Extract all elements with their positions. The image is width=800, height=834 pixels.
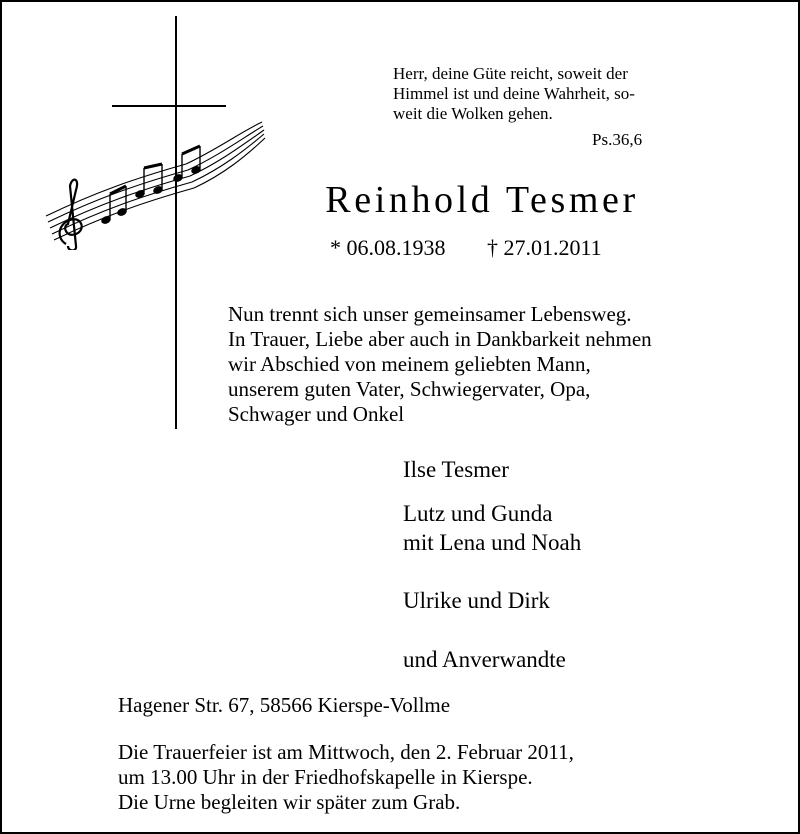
psalm-line: weit die Wolken gehen.: [393, 104, 553, 123]
cross-icon-horizontal-bar: [112, 105, 226, 107]
ceremony-line: um 13.00 Uhr in der Friedhofskapelle in Kierspe.: [118, 765, 533, 789]
treble-clef-notes-icon: [36, 120, 266, 250]
psalm-line: Herr, deine Güte reicht, soweit der: [393, 64, 628, 83]
ceremony-line: Die Trauerfeier ist am Mittwoch, den 2. Februar 2011,: [118, 740, 574, 764]
mourner-name: Lutz und Gunda: [403, 501, 553, 526]
mourner-name: Ulrike und Dirk: [403, 588, 550, 613]
birth-date: * 06.08.1938: [330, 235, 446, 260]
family-address: Hagener Str. 67, 58566 Kierspe-Vollme: [118, 693, 451, 717]
mourner-widow: [403, 455, 763, 484]
deceased-name: Reinhold Tesmer: [325, 179, 639, 221]
life-dates: [330, 234, 602, 262]
farewell-line: wir Abschied von meinem geliebten Mann,: [228, 352, 591, 376]
mourner-family-2: [403, 586, 763, 615]
mourner-relatives: [403, 645, 763, 674]
mourner-name: Ilse Tesmer: [403, 457, 509, 482]
psalm-verse: [393, 64, 683, 124]
farewell-line: Schwager und Onkel: [228, 402, 405, 426]
farewell-text: [228, 302, 768, 427]
farewell-line: Nun trennt sich unser gemeinsamer Lebensweg.: [228, 302, 632, 326]
mourner-family-1: [403, 499, 763, 557]
psalm-line: Himmel ist und deine Wahrheit, so-: [393, 84, 635, 103]
mourner-name: mit Lena und Noah: [403, 530, 582, 555]
farewell-line: In Trauer, Liebe aber auch in Dankbarkeit nehmen: [228, 327, 652, 351]
ceremony-line: Die Urne begleiten wir später zum Grab.: [118, 790, 461, 814]
ceremony-info: [118, 740, 758, 815]
farewell-line: unserem guten Vater, Schwiegervater, Opa,: [228, 377, 591, 401]
mourner-name: und Anverwandte: [403, 647, 566, 672]
psalm-reference: Ps.36,6: [592, 130, 643, 149]
death-date: † 27.01.2011: [487, 235, 602, 260]
